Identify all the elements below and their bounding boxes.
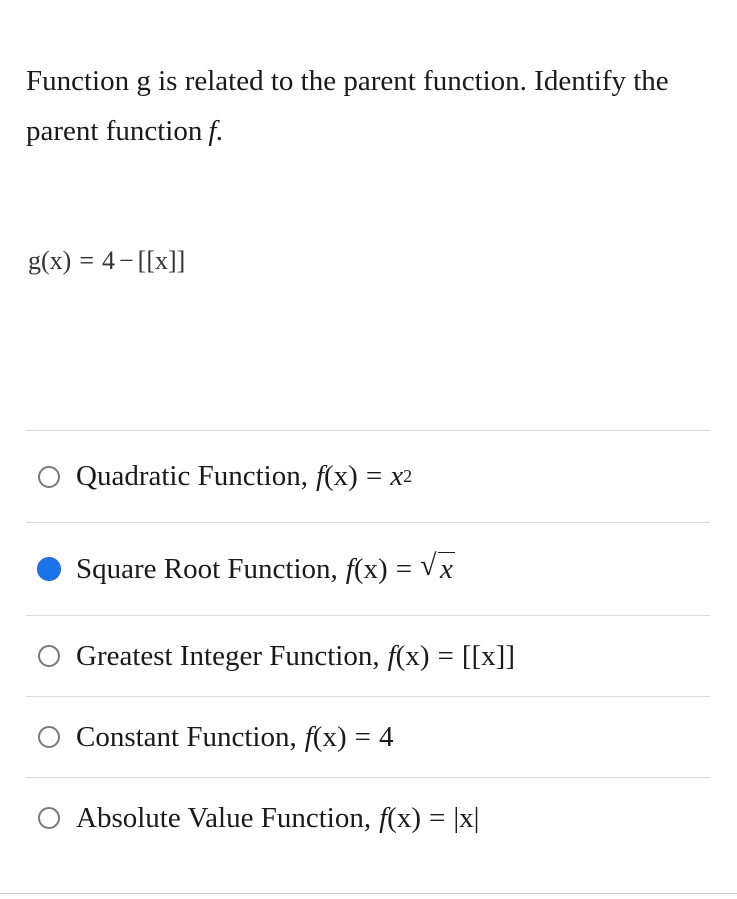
given-minus: − [119, 246, 134, 275]
option-arg: (x) [353, 552, 388, 585]
option-label: Quadratic Function, [76, 460, 308, 492]
answer-options [26, 430, 710, 858]
option-f: f [345, 552, 354, 585]
option-exponent: 2 [403, 466, 413, 486]
radical-sign: √ [420, 548, 437, 582]
given-lhs: g(x) [28, 246, 72, 275]
option-f: f [315, 460, 325, 492]
option-arg: (x) [395, 639, 430, 672]
option-rhs: 4 [378, 720, 394, 753]
bottom-divider [0, 893, 737, 894]
option-greatest-integer[interactable] [26, 615, 710, 696]
option-equals: = [395, 552, 413, 585]
option-arg: (x) [387, 801, 421, 834]
radio-constant[interactable] [38, 726, 60, 748]
option-absolute-value[interactable] [26, 777, 710, 858]
option-f: f [379, 801, 388, 834]
option-radicand: x [440, 552, 453, 585]
option-constant[interactable] [26, 696, 710, 777]
option-label: Constant Function, [76, 720, 297, 753]
given-const: 4 [102, 246, 115, 275]
radio-square-root[interactable] [38, 558, 60, 580]
question-f-symbol: f. [208, 115, 224, 147]
option-rhs: [[x]] [461, 639, 515, 672]
radio-quadratic[interactable] [38, 466, 60, 488]
option-equals: = [354, 720, 371, 753]
option-f: f [304, 720, 313, 753]
option-rhs: |x| [453, 801, 480, 834]
given-equals: = [79, 246, 94, 275]
question-body: Function g is related to the parent function. Identify the parent function [26, 65, 669, 147]
option-arg: (x) [312, 720, 347, 753]
option-equals: = [428, 801, 446, 834]
option-square-root[interactable] [26, 522, 710, 615]
radio-greatest-integer[interactable] [38, 645, 60, 667]
option-rhs: x [390, 460, 404, 492]
question-text [26, 56, 716, 156]
option-equals: = [437, 639, 454, 672]
option-arg: (x) [324, 460, 358, 492]
given-equation [28, 246, 185, 276]
option-f: f [387, 639, 396, 672]
given-floor: [[x]] [137, 246, 186, 275]
option-sqrt [420, 548, 455, 586]
option-equals: = [365, 460, 383, 492]
option-label: Absolute Value Function, [76, 801, 372, 834]
option-label: Greatest Integer Function, [76, 639, 380, 672]
option-quadratic[interactable] [26, 430, 710, 522]
option-label: Square Root Function, [76, 552, 338, 585]
radio-absolute-value[interactable] [38, 807, 60, 829]
